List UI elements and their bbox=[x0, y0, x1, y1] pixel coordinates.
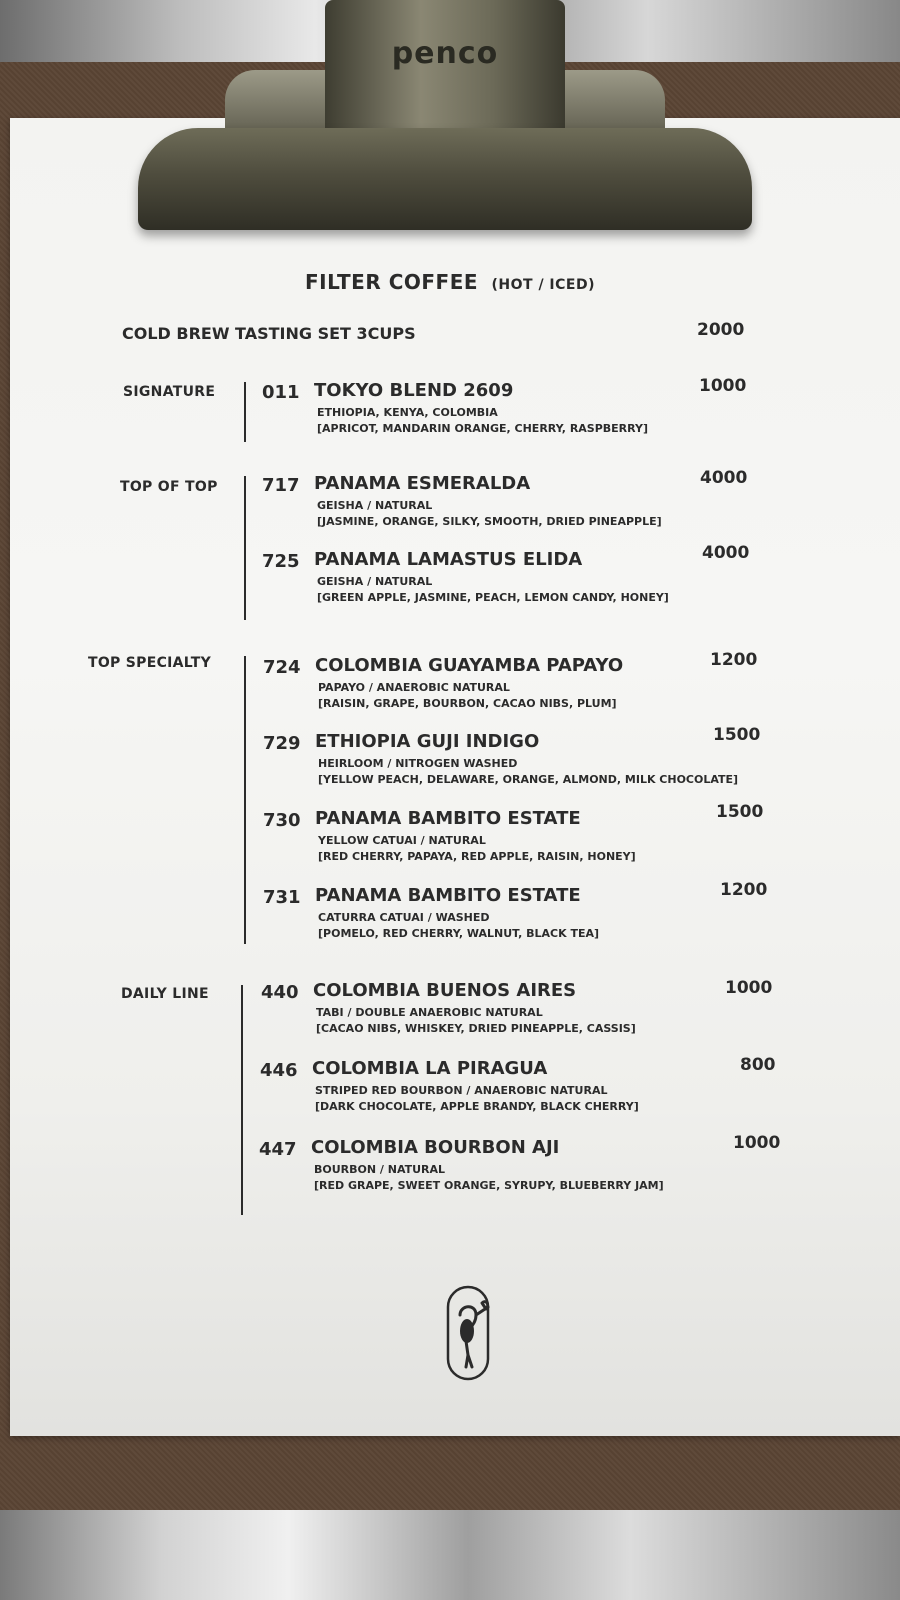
item-name: PANAMA ESMERALDA bbox=[314, 473, 531, 494]
item-price: 1500 bbox=[713, 725, 761, 745]
item-tasting-notes: [POMELO, RED CHERRY, WALNUT, BLACK TEA] bbox=[318, 927, 599, 940]
item-name: COLOMBIA BOURBON AJI bbox=[311, 1137, 560, 1158]
item-description: YELLOW CATUAI / NATURAL bbox=[318, 834, 486, 847]
item-description: STRIPED RED BOURBON / ANAEROBIC NATURAL bbox=[315, 1084, 608, 1097]
section-label-top-specialty: TOP SPECIALTY bbox=[88, 655, 212, 671]
menu-title-text: FILTER COFFEE bbox=[304, 270, 479, 294]
item-description: GEISHA / NATURAL bbox=[317, 499, 433, 512]
section-divider bbox=[244, 476, 246, 620]
item-number: 446 bbox=[260, 1060, 298, 1081]
item-price: 4000 bbox=[700, 468, 748, 488]
item-description: GEISHA / NATURAL bbox=[317, 575, 433, 588]
item-name: ETHIOPIA GUJI INDIGO bbox=[315, 731, 540, 752]
item-description: HEIRLOOM / NITROGEN WASHED bbox=[318, 757, 518, 770]
item-price: 1200 bbox=[720, 880, 768, 900]
tasting-set-price: 2000 bbox=[697, 320, 745, 340]
item-name: COLOMBIA GUAYAMBA PAPAYO bbox=[315, 655, 624, 676]
item-number: 724 bbox=[263, 657, 301, 678]
stork-icon bbox=[446, 1285, 490, 1381]
section-label-signature: SIGNATURE bbox=[123, 384, 216, 400]
item-number: 447 bbox=[259, 1139, 297, 1160]
section-label-daily-line: DAILY LINE bbox=[121, 986, 209, 1002]
item-tasting-notes: [YELLOW PEACH, DELAWARE, ORANGE, ALMOND, MILK CHOCOLATE] bbox=[318, 773, 739, 786]
item-number: 011 bbox=[262, 382, 300, 403]
item-price: 1500 bbox=[716, 802, 764, 822]
item-tasting-notes: [GREEN APPLE, JASMINE, PEACH, LEMON CANDY, HONEY] bbox=[317, 591, 669, 604]
menu-title bbox=[0, 270, 900, 294]
item-number: 729 bbox=[263, 733, 301, 754]
tasting-set-label: COLD BREW TASTING SET 3CUPS bbox=[122, 324, 416, 343]
clipboard-clip bbox=[138, 128, 752, 230]
item-price: 800 bbox=[740, 1055, 776, 1075]
item-name: PANAMA BAMBITO ESTATE bbox=[315, 808, 581, 829]
section-divider bbox=[244, 656, 246, 944]
item-name: TOKYO BLEND 2609 bbox=[314, 380, 514, 401]
item-tasting-notes: [DARK CHOCOLATE, APPLE BRANDY, BLACK CHERRY] bbox=[315, 1100, 639, 1113]
steel-counter-bottom bbox=[0, 1510, 900, 1600]
item-description: TABI / DOUBLE ANAEROBIC NATURAL bbox=[316, 1006, 543, 1019]
item-number: 730 bbox=[263, 810, 301, 831]
item-number: 717 bbox=[262, 475, 300, 496]
section-divider bbox=[241, 985, 243, 1215]
item-tasting-notes: [APRICOT, MANDARIN ORANGE, CHERRY, RASPBERRY] bbox=[317, 422, 649, 435]
item-tasting-notes: [RED CHERRY, PAPAYA, RED APPLE, RAISIN, HONEY] bbox=[318, 850, 636, 863]
item-price: 1000 bbox=[699, 376, 747, 396]
item-description: CATURRA CATUAI / WASHED bbox=[318, 911, 490, 924]
item-number: 725 bbox=[262, 551, 300, 572]
item-name: PANAMA BAMBITO ESTATE bbox=[315, 885, 581, 906]
item-price: 4000 bbox=[702, 543, 750, 563]
item-price: 1000 bbox=[733, 1133, 781, 1153]
section-divider bbox=[244, 382, 246, 442]
item-tasting-notes: [JASMINE, ORANGE, SILKY, SMOOTH, DRIED PINEAPPLE] bbox=[317, 515, 662, 528]
item-price: 1200 bbox=[710, 650, 758, 670]
clip-brand: penco bbox=[391, 36, 499, 71]
item-tasting-notes: [CACAO NIBS, WHISKEY, DRIED PINEAPPLE, CASSIS] bbox=[316, 1022, 636, 1035]
menu-title-sub: (HOT / ICED) bbox=[491, 277, 595, 293]
item-number: 731 bbox=[263, 887, 301, 908]
item-name: COLOMBIA LA PIRAGUA bbox=[312, 1058, 548, 1079]
item-tasting-notes: [RED GRAPE, SWEET ORANGE, SYRUPY, BLUEBERRY JAM] bbox=[314, 1179, 664, 1192]
item-description: BOURBON / NATURAL bbox=[314, 1163, 446, 1176]
item-tasting-notes: [RAISIN, GRAPE, BOURBON, CACAO NIBS, PLUM] bbox=[318, 697, 617, 710]
item-name: PANAMA LAMASTUS ELIDA bbox=[314, 549, 583, 570]
item-name: COLOMBIA BUENOS AIRES bbox=[313, 980, 577, 1001]
item-description: PAPAYO / ANAEROBIC NATURAL bbox=[318, 681, 510, 694]
item-number: 440 bbox=[261, 982, 299, 1003]
item-price: 1000 bbox=[725, 978, 773, 998]
item-description: ETHIOPIA, KENYA, COLOMBIA bbox=[317, 406, 498, 419]
section-label-top-of-top: TOP OF TOP bbox=[120, 479, 218, 495]
